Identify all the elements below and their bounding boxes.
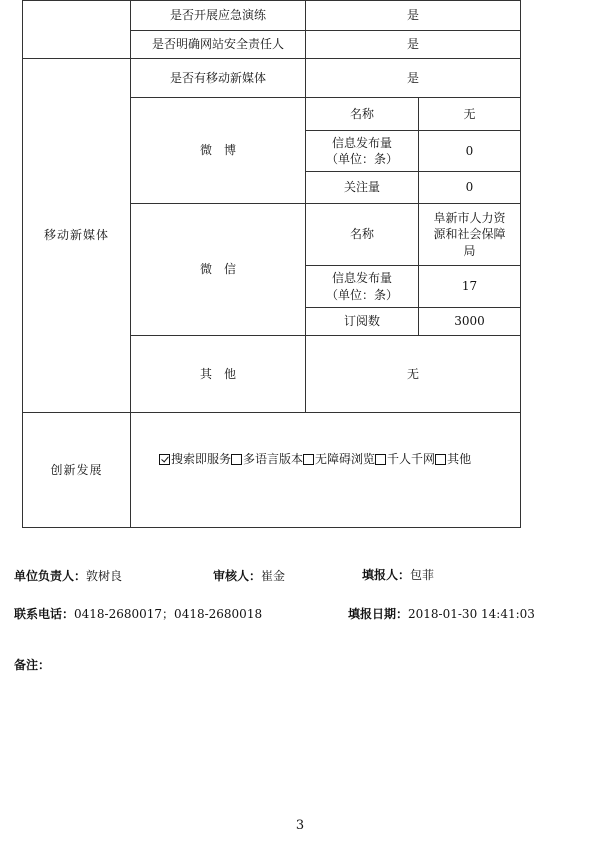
reviewer	[213, 567, 285, 584]
other-value: 无	[306, 336, 521, 413]
fill-date-value: 2018-01-30 14:41:03	[408, 607, 535, 621]
reviewer-label: 审核人：	[213, 569, 262, 583]
wechat-posts-value: 17	[419, 266, 521, 308]
weibo-posts-label-line1: 信息发布量	[331, 135, 392, 150]
other-label: 其 他	[131, 336, 306, 413]
other-innovation-label: 其他	[447, 452, 472, 466]
weibo-name-value: 无	[419, 98, 521, 131]
weibo-followers-value: 0	[419, 172, 521, 204]
fill-date	[348, 605, 535, 622]
unit-head-label: 单位负责人：	[14, 569, 87, 583]
wechat-subs-label: 订阅数	[306, 308, 419, 336]
unit-head	[14, 567, 122, 584]
has-mobile-value: 是	[306, 59, 521, 98]
notes-label: 备注：	[14, 658, 51, 672]
wechat-name-line3: 局	[463, 243, 476, 258]
wechat-subs-value: 3000	[419, 308, 521, 336]
multilingual-checkbox[interactable]	[231, 454, 242, 465]
emergency-drill-label: 是否开展应急演练	[131, 1, 306, 31]
other-innovation-checkbox[interactable]	[435, 454, 446, 465]
wechat-posts-label-line1: 信息发布量	[331, 271, 392, 286]
filler	[362, 566, 434, 583]
security-owner-label: 是否明确网站安全责任人	[131, 31, 306, 59]
page-number: 3	[295, 818, 305, 833]
weibo-posts-label-line2: （单位：条）	[325, 152, 398, 166]
weibo-label: 微 博	[131, 98, 306, 204]
innovation-section-label: 创新发展	[23, 413, 131, 528]
has-mobile-label: 是否有移动新媒体	[131, 59, 306, 98]
weibo-name-label: 名称	[306, 98, 419, 131]
personalized-label: 千人千网	[387, 452, 436, 466]
filler-value: 包菲	[410, 568, 435, 582]
accessibility-label: 无障碍浏览	[315, 452, 376, 466]
wechat-name-value	[419, 204, 521, 266]
reviewer-value: 崔金	[261, 569, 286, 583]
unit-head-value: 敦树良	[86, 569, 123, 583]
weibo-followers-label: 关注量	[306, 172, 419, 204]
innovation-checkbox-line	[159, 451, 471, 467]
wechat-label: 微 信	[131, 204, 306, 336]
innovation-options	[131, 413, 521, 528]
wechat-name-label: 名称	[306, 204, 419, 266]
fill-date-label: 填报日期：	[348, 607, 409, 621]
accessibility-checkbox[interactable]	[303, 454, 314, 465]
phone-value: 0418-2680017；0418-2680018	[74, 607, 263, 621]
search-service-label: 搜索即服务	[171, 452, 232, 466]
filler-label: 填报人：	[362, 568, 411, 582]
report-table	[22, 0, 521, 528]
search-service-checkbox[interactable]	[159, 454, 170, 465]
wechat-name-line2: 源和社会保障	[433, 227, 506, 242]
weibo-posts-value: 0	[419, 131, 521, 172]
multilingual-label: 多语言版本	[243, 452, 304, 466]
wechat-posts-label	[306, 266, 419, 308]
phone	[14, 605, 262, 622]
blank-section-cell	[23, 1, 131, 59]
mobile-section-label: 移动新媒体	[23, 59, 131, 413]
security-owner-value: 是	[306, 31, 521, 59]
phone-label: 联系电话：	[14, 607, 75, 621]
weibo-posts-label	[306, 131, 419, 172]
wechat-posts-label-line2: （单位：条）	[325, 287, 398, 302]
personalized-checkbox[interactable]	[375, 454, 386, 465]
wechat-name-line1: 阜新市人力资	[433, 211, 506, 226]
emergency-drill-value: 是	[306, 1, 521, 31]
